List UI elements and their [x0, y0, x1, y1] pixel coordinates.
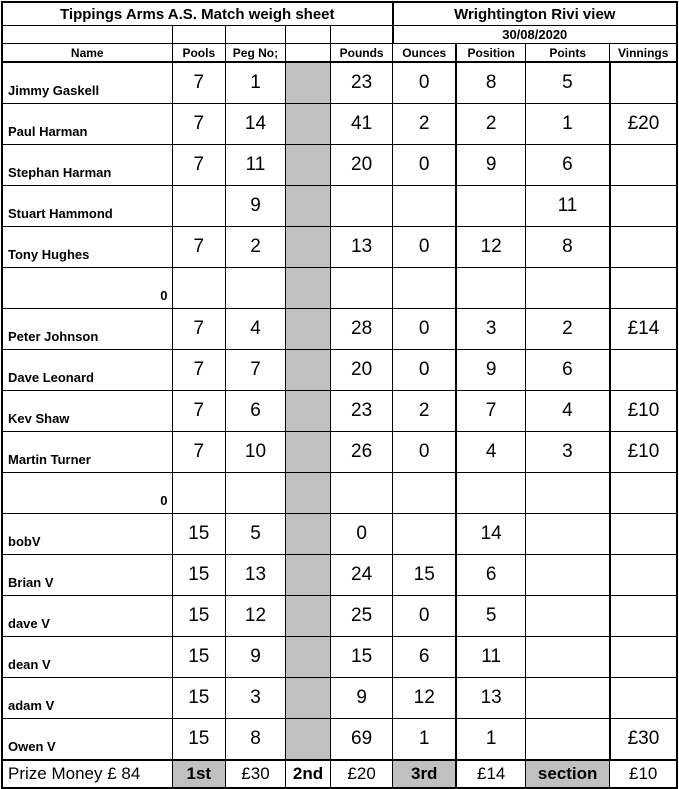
cell-pools: 7	[172, 62, 226, 104]
prize-money-label: Prize Money £ 84	[2, 760, 172, 788]
cell-ounces	[393, 514, 457, 555]
cell-ounces: 0	[393, 432, 457, 473]
blank-cell	[331, 26, 393, 44]
cell-peg	[226, 268, 286, 309]
weigh-rows	[2, 62, 677, 760]
cell-ounces: 0	[393, 309, 457, 350]
blank-cell	[2, 26, 172, 44]
section-prize-label: section	[525, 760, 609, 788]
cell-position: 9	[456, 350, 525, 391]
cell-points: 2	[525, 309, 609, 350]
second-prize-value: £20	[331, 760, 393, 788]
cell-pools	[172, 268, 226, 309]
header-position: Position	[456, 44, 525, 63]
cell-ounces: 0	[393, 145, 457, 186]
cell-points	[525, 555, 609, 596]
cell-points: 1	[525, 104, 609, 145]
table-row	[2, 186, 677, 227]
cell-points	[525, 637, 609, 678]
table-row	[2, 432, 677, 473]
cell-position: 9	[456, 145, 525, 186]
cell-pounds: 23	[331, 62, 393, 104]
cell-pools: 15	[172, 637, 226, 678]
cell-winnings	[610, 268, 677, 309]
cell-points	[525, 719, 609, 761]
blank-cell	[285, 26, 330, 44]
cell-points	[525, 473, 609, 514]
cell-ounces: 0	[393, 227, 457, 268]
cell-winnings	[610, 596, 677, 637]
blank-cell	[172, 26, 226, 44]
cell-pools: 15	[172, 719, 226, 761]
cell-peg	[226, 473, 286, 514]
cell-winnings	[610, 514, 677, 555]
cell-pools: 7	[172, 432, 226, 473]
cell-peg: 7	[226, 350, 286, 391]
table-row	[2, 145, 677, 186]
cell-peg: 9	[226, 637, 286, 678]
table-row	[2, 350, 677, 391]
prize-row	[2, 760, 677, 788]
cell-peg: 8	[226, 719, 286, 761]
cell-position: 2	[456, 104, 525, 145]
angler-name: Peter Johnson	[2, 309, 172, 350]
angler-name: Brian V	[2, 555, 172, 596]
cell-position: 3	[456, 309, 525, 350]
table-row	[2, 62, 677, 104]
cell-points: 5	[525, 62, 609, 104]
cell-peg: 11	[226, 145, 286, 186]
cell-pounds: 9	[331, 678, 393, 719]
cell-ounces	[393, 473, 457, 514]
cell-pounds: 69	[331, 719, 393, 761]
cell-pools: 15	[172, 514, 226, 555]
cell-peg: 14	[226, 104, 286, 145]
cell-winnings	[610, 145, 677, 186]
grey-spacer-cell	[285, 309, 330, 350]
cell-ounces	[393, 186, 457, 227]
angler-name: Kev Shaw	[2, 391, 172, 432]
grey-spacer-cell	[285, 514, 330, 555]
cell-position: 13	[456, 678, 525, 719]
grey-spacer-cell	[285, 678, 330, 719]
cell-peg: 12	[226, 596, 286, 637]
cell-points: 8	[525, 227, 609, 268]
table-row	[2, 555, 677, 596]
cell-points	[525, 268, 609, 309]
cell-ounces: 0	[393, 350, 457, 391]
table-row	[2, 514, 677, 555]
cell-position	[456, 268, 525, 309]
cell-pools: 7	[172, 227, 226, 268]
grey-spacer-cell	[285, 473, 330, 514]
cell-peg: 1	[226, 62, 286, 104]
cell-position: 5	[456, 596, 525, 637]
angler-name: Martin Turner	[2, 432, 172, 473]
cell-position: 12	[456, 227, 525, 268]
cell-peg: 13	[226, 555, 286, 596]
header-blank	[285, 44, 330, 63]
grey-spacer-cell	[285, 62, 330, 104]
cell-peg: 2	[226, 227, 286, 268]
cell-pounds	[331, 186, 393, 227]
cell-pools: 7	[172, 145, 226, 186]
angler-name: 0	[2, 473, 172, 514]
angler-name: Dave Leonard	[2, 350, 172, 391]
grey-spacer-cell	[285, 186, 330, 227]
cell-peg: 5	[226, 514, 286, 555]
cell-winnings: £10	[610, 391, 677, 432]
cell-pools: 15	[172, 555, 226, 596]
cell-ounces: 12	[393, 678, 457, 719]
table-row	[2, 719, 677, 761]
header-pounds: Pounds	[331, 44, 393, 63]
cell-pounds: 24	[331, 555, 393, 596]
table-row	[2, 227, 677, 268]
cell-pounds: 15	[331, 637, 393, 678]
angler-name: Stephan Harman	[2, 145, 172, 186]
third-prize-label: 3rd	[393, 760, 457, 788]
third-prize-value: £14	[456, 760, 525, 788]
match-date: 30/08/2020	[393, 26, 677, 44]
cell-winnings: £20	[610, 104, 677, 145]
angler-name: dave V	[2, 596, 172, 637]
cell-ounces: 15	[393, 555, 457, 596]
angler-name: Tony Hughes	[2, 227, 172, 268]
header-pools: Pools	[172, 44, 226, 63]
weigh-sheet-table	[1, 1, 678, 789]
cell-pools	[172, 186, 226, 227]
cell-ounces: 0	[393, 596, 457, 637]
section-prize-value: £10	[610, 760, 677, 788]
cell-pools: 7	[172, 391, 226, 432]
cell-ounces: 2	[393, 104, 457, 145]
angler-name: 0	[2, 268, 172, 309]
cell-points: 6	[525, 350, 609, 391]
blank-cell	[226, 26, 286, 44]
cell-winnings	[610, 678, 677, 719]
cell-points: 6	[525, 145, 609, 186]
grey-spacer-cell	[285, 350, 330, 391]
angler-name: dean V	[2, 637, 172, 678]
grey-spacer-cell	[285, 391, 330, 432]
first-prize-value: £30	[226, 760, 286, 788]
cell-winnings	[610, 637, 677, 678]
cell-pounds: 0	[331, 514, 393, 555]
header-winnings: Vinnings	[610, 44, 677, 63]
cell-position: 8	[456, 62, 525, 104]
cell-ounces: 1	[393, 719, 457, 761]
cell-peg: 4	[226, 309, 286, 350]
cell-winnings	[610, 350, 677, 391]
cell-pounds: 20	[331, 145, 393, 186]
angler-name: Owen V	[2, 719, 172, 761]
cell-ounces: 0	[393, 62, 457, 104]
table-row	[2, 596, 677, 637]
cell-pounds: 28	[331, 309, 393, 350]
grey-spacer-cell	[285, 719, 330, 761]
cell-position	[456, 186, 525, 227]
venue-title: Wrightington Rivi view	[393, 2, 677, 26]
cell-points: 11	[525, 186, 609, 227]
cell-peg: 9	[226, 186, 286, 227]
cell-ounces: 6	[393, 637, 457, 678]
cell-position: 1	[456, 719, 525, 761]
angler-name: Jimmy Gaskell	[2, 62, 172, 104]
grey-spacer-cell	[285, 596, 330, 637]
cell-pounds	[331, 473, 393, 514]
cell-winnings	[610, 62, 677, 104]
cell-points	[525, 514, 609, 555]
header-peg: Peg No;	[226, 44, 286, 63]
cell-pounds: 25	[331, 596, 393, 637]
cell-position: 14	[456, 514, 525, 555]
cell-points: 4	[525, 391, 609, 432]
table-row	[2, 637, 677, 678]
header-points: Points	[525, 44, 609, 63]
cell-winnings	[610, 473, 677, 514]
cell-ounces	[393, 268, 457, 309]
first-prize-label: 1st	[172, 760, 226, 788]
cell-pools: 7	[172, 350, 226, 391]
table-row	[2, 104, 677, 145]
cell-position: 11	[456, 637, 525, 678]
grey-spacer-cell	[285, 432, 330, 473]
cell-peg: 10	[226, 432, 286, 473]
cell-position: 7	[456, 391, 525, 432]
cell-pounds: 20	[331, 350, 393, 391]
angler-name: adam V	[2, 678, 172, 719]
cell-pools: 15	[172, 596, 226, 637]
table-row	[2, 309, 677, 350]
sheet-title: Tippings Arms A.S. Match weigh sheet	[2, 2, 393, 26]
cell-pounds	[331, 268, 393, 309]
cell-position: 6	[456, 555, 525, 596]
cell-pounds: 26	[331, 432, 393, 473]
cell-pools: 15	[172, 678, 226, 719]
cell-winnings: £30	[610, 719, 677, 761]
grey-spacer-cell	[285, 555, 330, 596]
cell-pools	[172, 473, 226, 514]
cell-peg: 3	[226, 678, 286, 719]
cell-pounds: 41	[331, 104, 393, 145]
cell-winnings	[610, 227, 677, 268]
cell-pounds: 23	[331, 391, 393, 432]
angler-name: Stuart Hammond	[2, 186, 172, 227]
second-prize-label: 2nd	[285, 760, 330, 788]
grey-spacer-cell	[285, 268, 330, 309]
cell-position	[456, 473, 525, 514]
grey-spacer-cell	[285, 227, 330, 268]
cell-pools: 7	[172, 309, 226, 350]
table-row	[2, 473, 677, 514]
grey-spacer-cell	[285, 145, 330, 186]
cell-pounds: 13	[331, 227, 393, 268]
cell-winnings: £14	[610, 309, 677, 350]
cell-points: 3	[525, 432, 609, 473]
grey-spacer-cell	[285, 104, 330, 145]
cell-winnings: £10	[610, 432, 677, 473]
cell-position: 4	[456, 432, 525, 473]
header-ounces: Ounces	[393, 44, 457, 63]
angler-name: bobV	[2, 514, 172, 555]
table-row	[2, 678, 677, 719]
cell-points	[525, 678, 609, 719]
grey-spacer-cell	[285, 637, 330, 678]
table-row	[2, 268, 677, 309]
header-name: Name	[2, 44, 172, 63]
cell-ounces: 2	[393, 391, 457, 432]
cell-points	[525, 596, 609, 637]
angler-name: Paul Harman	[2, 104, 172, 145]
cell-peg: 6	[226, 391, 286, 432]
table-row	[2, 391, 677, 432]
cell-pools: 7	[172, 104, 226, 145]
cell-winnings	[610, 555, 677, 596]
cell-winnings	[610, 186, 677, 227]
